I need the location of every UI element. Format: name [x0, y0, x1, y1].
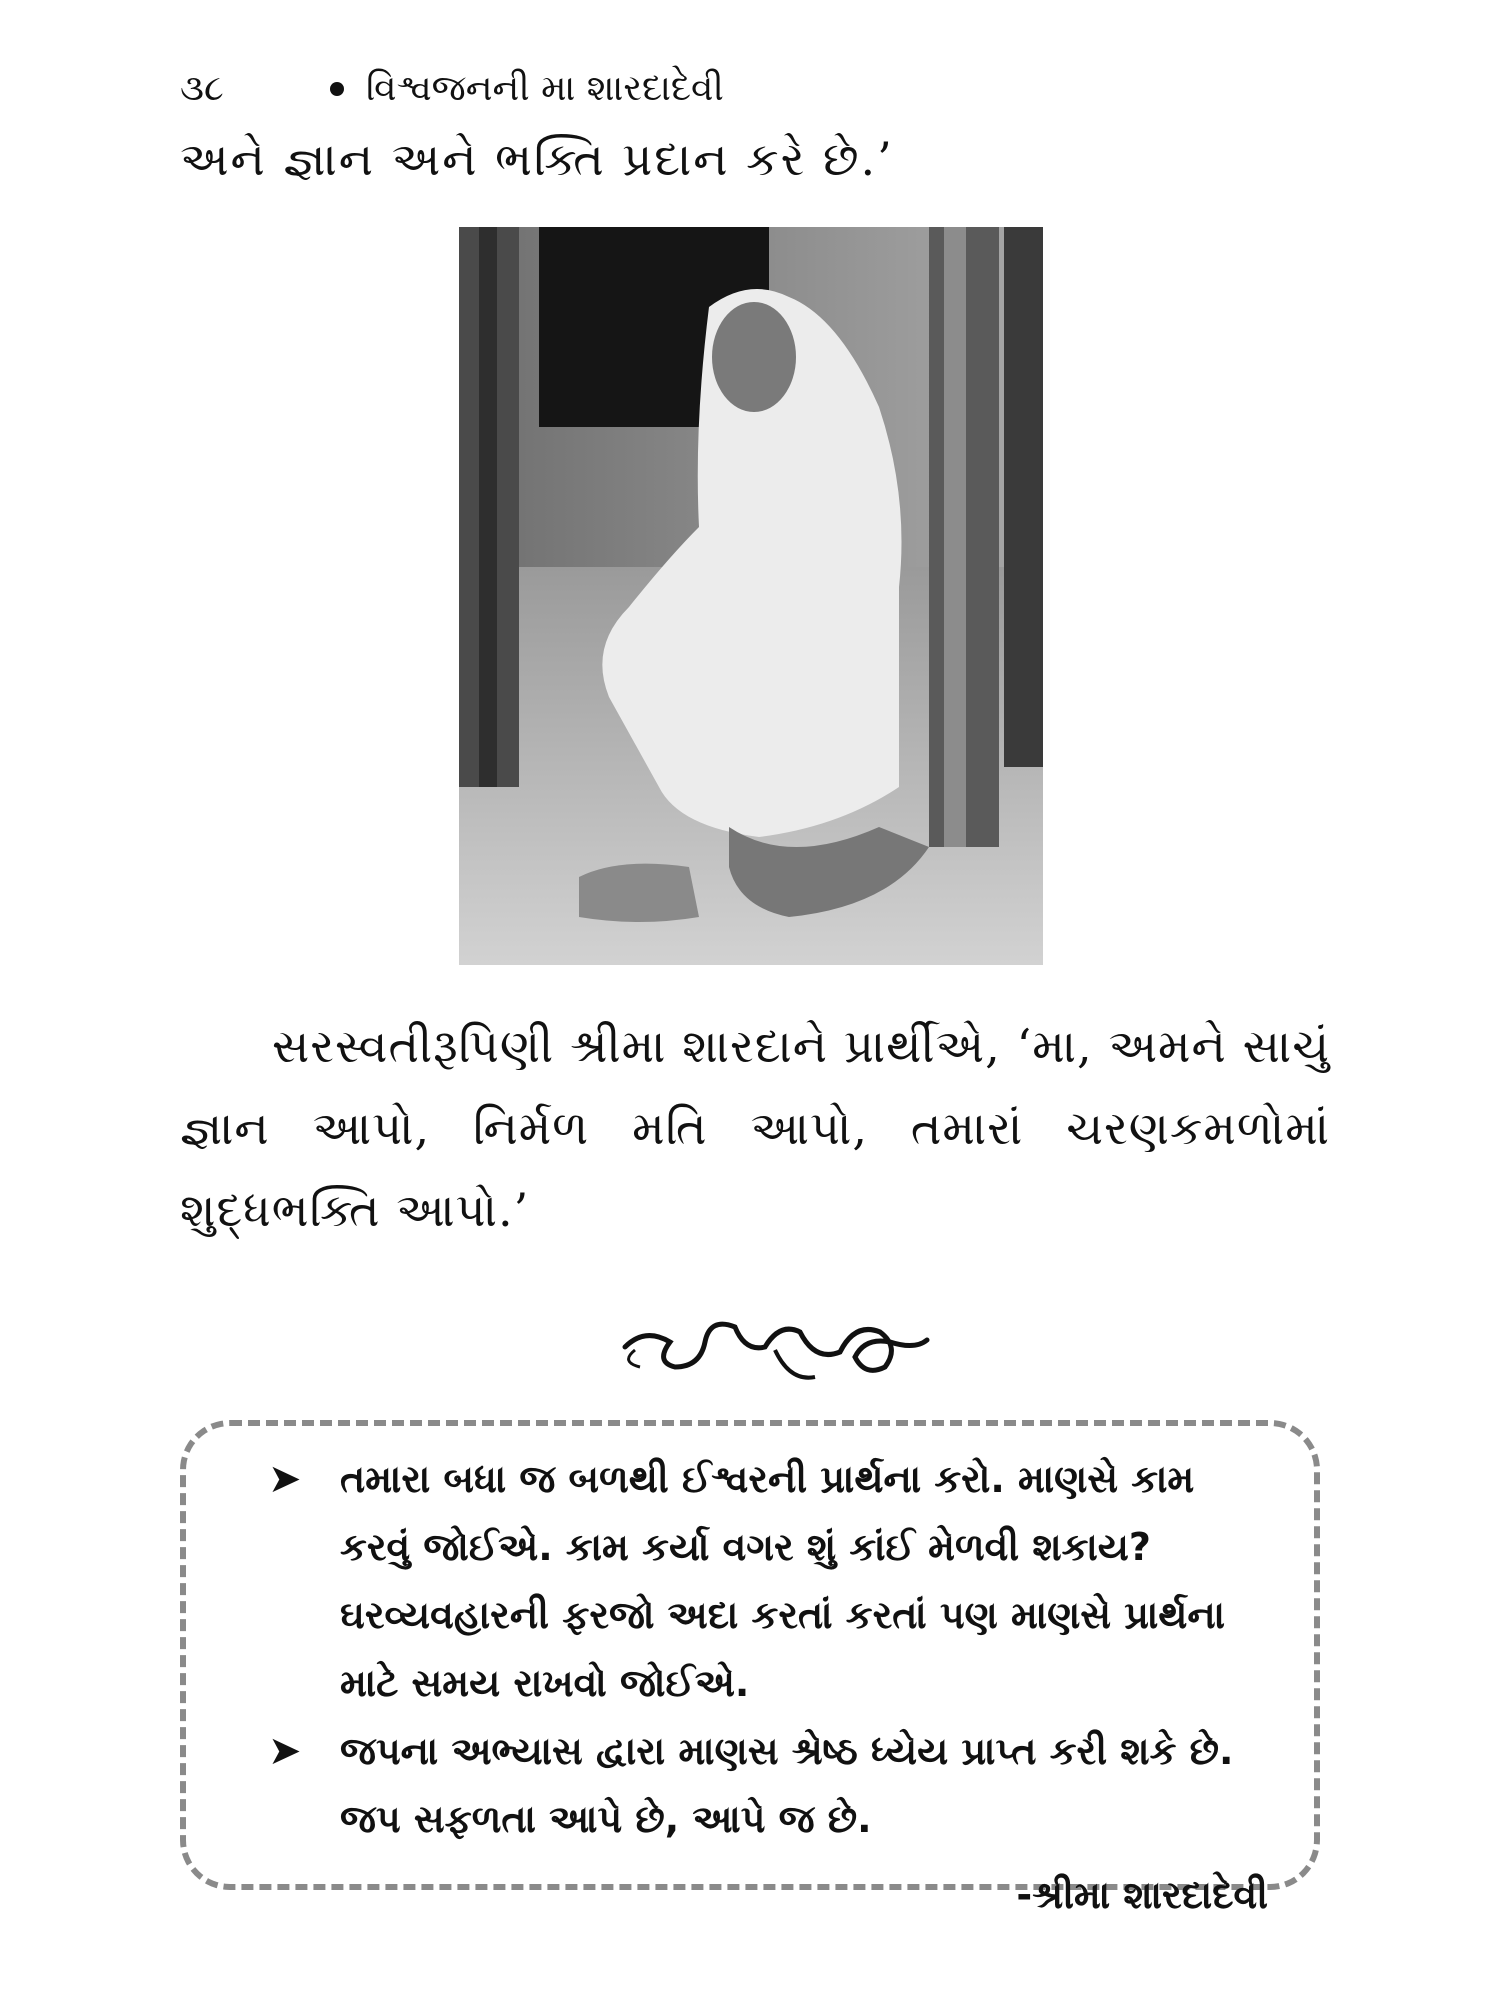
quote-text: તમારા બધા જ બળથી ઈશ્વરની પ્રાર્થના કરો. માણસે કામ કરવું જોઈએ. કામ કર્યા વગર શું કાંઈ મેળવી શકાય? ઘરવ્યવહારની ફરજો અદા કરતાં કરતાં પણ માણસે પ્રાર્થના માટે સમય રાખવો જોઈએ.	[340, 1457, 1226, 1705]
photo-illustration	[459, 227, 1043, 965]
arrowhead-icon: ➤	[268, 1456, 302, 1502]
continued-text: અને જ્ઞાન અને ભક્તિ પ્રદાન કરે છે.’	[180, 132, 894, 186]
quote-list	[268, 1445, 1268, 1929]
quote-item	[268, 1717, 1268, 1853]
flourish-ornament-icon	[615, 1292, 935, 1392]
quote-text: જપના અભ્યાસ દ્વારા માણસ શ્રેષ્ઠ ધ્યેય પ્રાપ્ત કરી શકે છે. જપ સફળતા આપે છે, આપે જ છે.	[340, 1729, 1234, 1841]
arrowhead-icon: ➤	[268, 1728, 302, 1774]
quote-attribution: -શ્રીમા શારદાદેવી	[1016, 1873, 1268, 1917]
running-title: વિશ્વજનની મા શારદાદેવી	[366, 68, 724, 109]
body-paragraph	[180, 1005, 1330, 1251]
paragraph-text: સરસ્વતીરૂપિણી શ્રીમા શારદાને પ્રાર્થીએ, ‘મા, અમને સાચું જ્ઞાન આપો, નિર્મળ મતિ આપો, તમારાં ચરણકમળોમાં શુદ્ધભક્તિ આપો.’	[180, 1019, 1330, 1237]
quote-item	[268, 1445, 1268, 1717]
portrait-photo	[459, 227, 1043, 965]
running-header	[180, 68, 724, 110]
page-number: ૩૮	[180, 68, 224, 109]
bullet-dot-icon	[330, 82, 344, 96]
